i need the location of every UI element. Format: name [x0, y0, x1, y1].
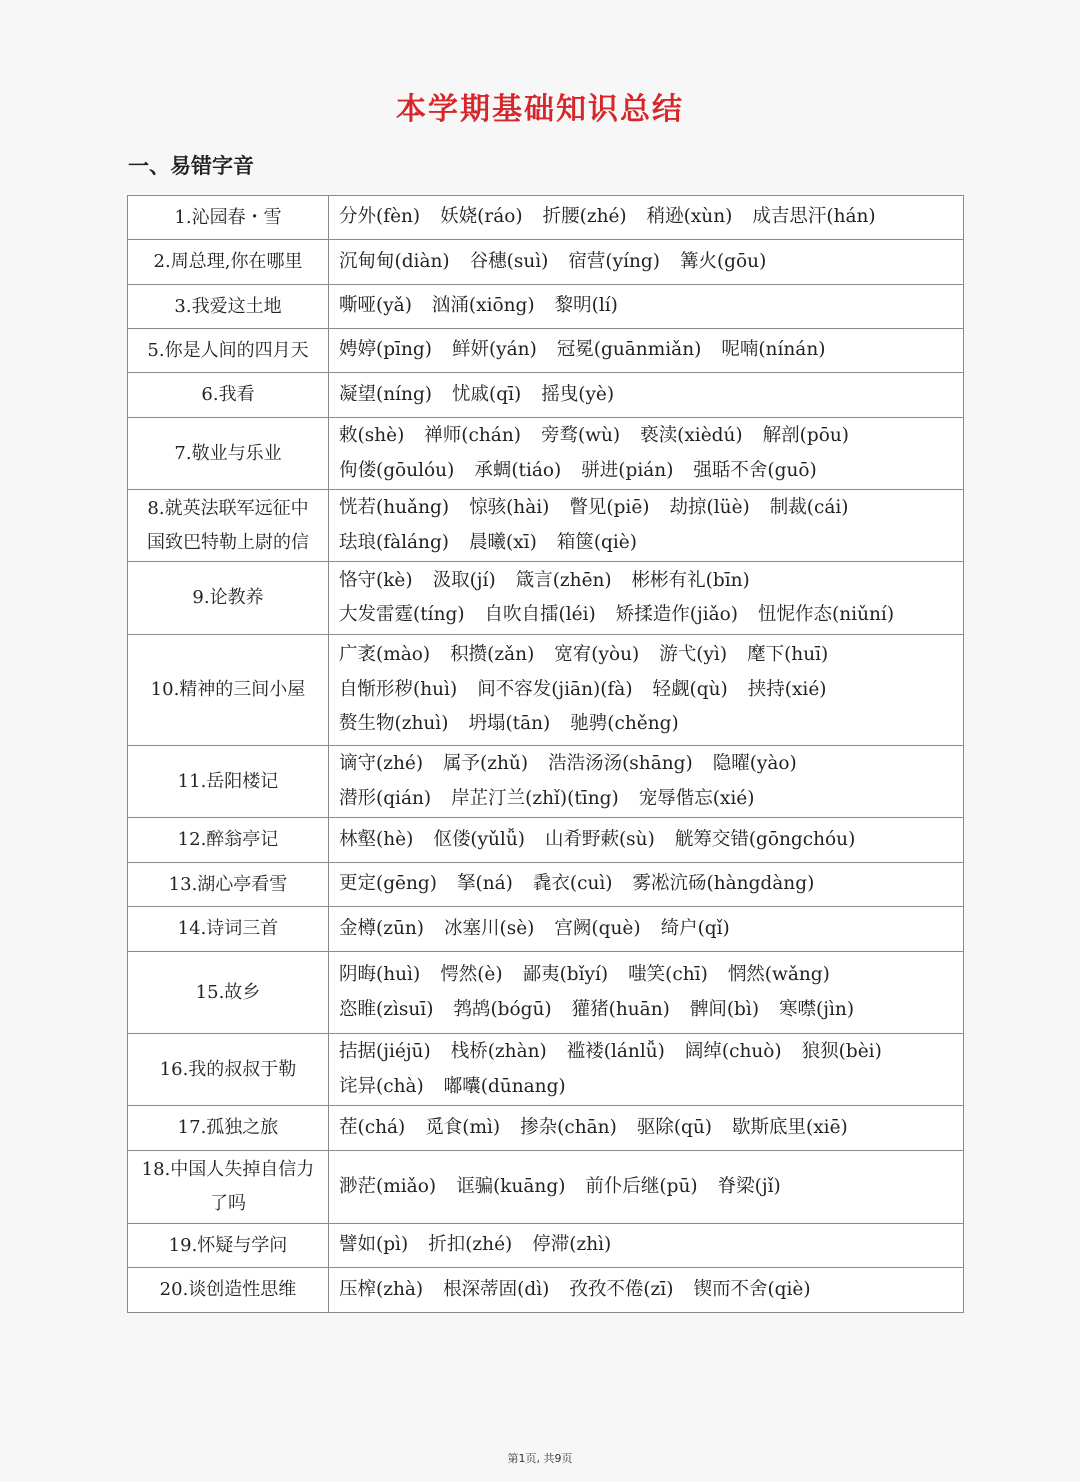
word-item: 分外(fèn): [339, 206, 421, 228]
words-cell: [329, 952, 964, 1034]
word-item: 赘生物(zhuì): [339, 713, 449, 735]
word-item: 汲取(jí): [432, 569, 496, 591]
word-item: 茬(chá): [339, 1116, 406, 1138]
word-item: 箴言(zhēn): [515, 569, 612, 591]
word-item: 承蜩(tiáo): [474, 459, 562, 481]
table-row: [128, 635, 964, 746]
word-item: 林壑(hè): [339, 828, 414, 850]
word-item: 前仆后继(pū): [585, 1175, 698, 1197]
lesson-title-line: 15.故乡: [195, 981, 261, 1003]
word-item: 忸怩作态(niǔní): [758, 604, 895, 625]
word-item: 恍若(huǎng): [339, 497, 450, 518]
word-item: 亵渎(xièdú): [640, 425, 743, 446]
word-item: 狼狈(bèi): [801, 1041, 882, 1062]
lesson-title-line: 8.就英法联军远征中: [147, 497, 309, 519]
word-line: [339, 1035, 953, 1070]
word-item: 鲜妍(yán): [451, 339, 537, 361]
word-line: [339, 1111, 953, 1146]
word-item: 敕(shè): [339, 425, 405, 446]
table-row: [128, 1268, 964, 1313]
word-item: 山肴野蔌(sù): [544, 828, 655, 850]
word-item: 觥筹交错(gōngchóu): [674, 828, 856, 850]
word-item: 拮据(jiéjū): [339, 1041, 431, 1062]
word-item: 嗤笑(chī): [628, 964, 708, 985]
word-item: 谪守(zhé): [339, 753, 424, 774]
word-item: 隐曜(yào): [712, 753, 797, 774]
words-cell: [329, 240, 964, 285]
lesson-title-line: 6.我看: [201, 384, 255, 405]
word-item: 冰塞川(sè): [444, 917, 535, 939]
lesson-title-line: 3.我爱这土地: [174, 295, 282, 317]
table-row: [128, 1151, 964, 1224]
lesson-title-cell: [128, 1224, 329, 1268]
lesson-title-line: 5.你是人间的四月天: [147, 339, 309, 361]
words-cell: [329, 1224, 964, 1268]
word-item: 驰骋(chěng): [570, 713, 679, 735]
lesson-title-cell: [128, 907, 329, 952]
word-item: 折腰(zhé): [542, 206, 627, 228]
table-row: [128, 907, 964, 952]
lesson-title-line: 2.周总理,你在哪里: [153, 251, 303, 272]
lesson-title-cell: [128, 490, 329, 562]
lesson-title-line: 1.沁园春・雪: [174, 206, 282, 228]
word-item: 阴晦(huì): [339, 964, 421, 985]
word-line: [339, 526, 953, 561]
word-item: 岸芷汀兰(zhǐ)(tīng): [451, 787, 619, 809]
word-item: 麾下(huī): [747, 644, 829, 666]
words-cell: [329, 1034, 964, 1106]
table-row: [128, 1106, 964, 1151]
word-item: 鹁鸪(bógū): [453, 998, 552, 1020]
word-item: 宽宥(yòu): [554, 644, 640, 666]
lesson-title-cell: [128, 818, 329, 863]
words-cell: [329, 746, 964, 818]
table-row: [128, 818, 964, 863]
words-cell: [329, 562, 964, 635]
lesson-title-line: 13.湖心亭看雪: [168, 873, 288, 895]
word-line: [339, 782, 953, 817]
word-item: 制裁(cái): [769, 497, 849, 518]
word-line: [339, 1070, 953, 1105]
word-item: 绮户(qǐ): [660, 917, 730, 939]
words-cell: [329, 1151, 964, 1224]
word-line: [339, 1228, 953, 1263]
lesson-title-line: 7.敬业与乐业: [174, 442, 282, 464]
word-line: [339, 673, 953, 708]
word-item: 妖娆(ráo): [440, 206, 523, 228]
lesson-title-cell: [128, 285, 329, 329]
word-item: 忧戚(qī): [452, 383, 522, 405]
word-item: 沉甸甸(diàn): [339, 250, 450, 272]
word-line: [339, 378, 953, 413]
word-item: 惊骇(hài): [469, 497, 550, 518]
table-row: [128, 373, 964, 418]
word-item: 彬彬有礼(bīn): [631, 569, 750, 591]
lesson-title-line: 了吗: [210, 1193, 246, 1214]
lesson-title-cell: [128, 196, 329, 240]
lesson-title-line: 12.醉翁亭记: [177, 829, 279, 850]
table-row: [128, 1224, 964, 1268]
words-cell: [329, 196, 964, 240]
word-item: 寒噤(jìn): [779, 998, 855, 1020]
word-line: [339, 867, 953, 902]
lesson-title-cell: [128, 373, 329, 418]
word-item: 更定(gēng): [339, 873, 437, 895]
page-footer: 第1页, 共9页: [507, 1452, 573, 1465]
word-item: 潜形(qián): [339, 787, 432, 809]
word-item: 游弋(yì): [659, 644, 728, 666]
lesson-title-cell: [128, 1268, 329, 1313]
lesson-title-cell: [128, 418, 329, 490]
word-item: 冠冕(guānmiǎn): [556, 339, 702, 361]
word-item: 恣睢(zìsuī): [339, 998, 434, 1020]
lesson-title-cell: [128, 1034, 329, 1106]
word-item: 珐琅(fàláng): [339, 531, 450, 553]
word-item: 金樽(zūn): [339, 917, 425, 939]
lesson-title-line: 17.孤独之旅: [177, 1117, 279, 1138]
word-item: 挟持(xié): [747, 678, 827, 700]
word-item: 大发雷霆(tíng): [339, 604, 465, 625]
word-item: 驱除(qū): [636, 1116, 713, 1138]
word-item: 瞥见(piē): [569, 497, 650, 518]
table-body: [128, 196, 964, 1313]
word-item: 骈进(pián): [581, 459, 674, 481]
word-item: 矫揉造作(jiǎo): [615, 604, 739, 625]
word-item: 拏(ná): [456, 873, 513, 895]
lesson-title-cell: [128, 240, 329, 285]
word-line: [339, 1273, 953, 1308]
word-item: 宿营(yíng): [568, 250, 660, 272]
lesson-title-cell: [128, 329, 329, 373]
lesson-title-line: 国致巴特勒上尉的信: [147, 531, 309, 553]
word-item: 獾猪(huān): [571, 998, 670, 1020]
word-item: 成吉思汗(hán): [752, 206, 876, 228]
lesson-title-line: 10.精神的三间小屋: [150, 679, 306, 700]
word-item: 停滞(zhì): [532, 1234, 612, 1256]
table-row: [128, 490, 964, 562]
words-cell: [329, 373, 964, 418]
word-item: 解剖(pōu): [762, 425, 849, 446]
word-item: 鄙夷(bǐyí): [522, 964, 609, 985]
table-row: [128, 285, 964, 329]
word-item: 脊梁(jǐ): [717, 1175, 781, 1197]
word-item: 栈桥(zhàn): [450, 1041, 547, 1062]
lesson-title-cell: [128, 952, 329, 1034]
word-line: [339, 912, 953, 947]
word-item: 属予(zhǔ): [443, 753, 529, 774]
word-item: 旁骛(wù): [540, 425, 621, 446]
word-item: 佝偻(gōulóu): [339, 459, 455, 481]
words-cell: [329, 635, 964, 746]
word-item: 强聒不舍(guō): [693, 459, 817, 481]
word-item: 压榨(zhà): [339, 1278, 424, 1300]
word-item: 谷穗(suì): [469, 250, 549, 272]
word-line: [339, 638, 953, 673]
word-item: 稍逊(xùn): [646, 206, 733, 228]
word-item: 凝望(níng): [339, 383, 433, 405]
lesson-title-line: 11.岳阳楼记: [177, 770, 279, 792]
word-item: 折扣(zhé): [428, 1234, 513, 1256]
word-item: 积攒(zǎn): [450, 644, 535, 666]
word-item: 掺杂(chān): [520, 1116, 617, 1138]
page-title: 本学期基础知识总结: [396, 92, 684, 127]
word-item: 黎明(lí): [554, 295, 618, 317]
word-item: 宫阙(què): [554, 917, 641, 939]
lesson-title-line: 14.诗词三首: [177, 918, 279, 939]
lesson-title-cell: [128, 562, 329, 635]
words-cell: [329, 863, 964, 907]
table-row: [128, 418, 964, 490]
section-heading: 一、易错字音: [128, 154, 254, 178]
lesson-title-cell: [128, 1106, 329, 1151]
word-item: 恪守(kè): [339, 569, 413, 591]
word-item: 间不容发(jiān)(fà): [477, 678, 633, 700]
table-row: [128, 562, 964, 635]
word-item: 坍塌(tān): [468, 713, 551, 735]
word-line: [339, 491, 953, 526]
table-row: [128, 329, 964, 373]
word-item: 箱箧(qiè): [556, 531, 637, 553]
words-cell: [329, 818, 964, 863]
words-cell: [329, 907, 964, 952]
word-item: 嘶哑(yǎ): [339, 295, 412, 317]
words-cell: [329, 418, 964, 490]
table-row: [128, 240, 964, 285]
word-line: [339, 993, 953, 1028]
word-item: 轻觑(qù): [652, 678, 728, 700]
word-item: 渺茫(miǎo): [339, 1175, 437, 1197]
table-row: [128, 196, 964, 240]
word-line: [339, 598, 953, 633]
word-item: 诓骗(kuāng): [456, 1175, 566, 1197]
word-item: 髀间(bì): [689, 998, 760, 1020]
word-line: [339, 419, 953, 454]
word-line: [339, 200, 953, 235]
lesson-title-line: 16.我的叔叔于勒: [159, 1058, 297, 1080]
table-row: [128, 1034, 964, 1106]
word-item: 孜孜不倦(zī): [569, 1278, 674, 1300]
lesson-title-line: 20.谈创造性思维: [159, 1279, 297, 1300]
lesson-title-cell: [128, 1151, 329, 1224]
pronunciation-table: [127, 195, 964, 1313]
word-item: 呢喃(nínán): [721, 339, 826, 361]
words-cell: [329, 1106, 964, 1151]
lesson-title-line: 18.中国人失掉自信力: [141, 1159, 315, 1180]
word-item: 雾凇沆砀(hàngdàng): [632, 873, 815, 895]
lesson-title-line: 19.怀疑与学问: [168, 1234, 288, 1256]
words-cell: [329, 1268, 964, 1313]
word-item: 觅食(mì): [425, 1116, 501, 1138]
word-line: [339, 958, 953, 993]
word-line: [339, 564, 953, 599]
table-row: [128, 746, 964, 818]
word-line: [339, 333, 953, 368]
word-item: 褴褛(lánlǚ): [566, 1041, 665, 1062]
word-item: 自吹自擂(léi): [484, 604, 596, 625]
word-item: 锲而不舍(qiè): [693, 1278, 811, 1300]
words-cell: [329, 285, 964, 329]
words-cell: [329, 329, 964, 373]
word-item: 娉婷(pīng): [339, 339, 432, 361]
word-item: 禅师(chán): [424, 425, 521, 446]
word-item: 伛偻(yǔlǚ): [433, 828, 525, 850]
word-line: [339, 1170, 953, 1205]
word-item: 自惭形秽(huì): [339, 678, 458, 700]
word-item: 汹涌(xiōng): [431, 295, 535, 317]
words-cell: [329, 490, 964, 562]
table-row: [128, 952, 964, 1034]
word-item: 歇斯底里(xiē): [732, 1116, 848, 1138]
word-line: [339, 747, 953, 782]
lesson-title-cell: [128, 635, 329, 746]
word-item: 摇曳(yè): [541, 383, 615, 405]
word-line: [339, 289, 953, 324]
word-item: 诧异(chà): [339, 1075, 424, 1097]
word-item: 劫掠(lüè): [669, 497, 750, 518]
word-item: 浩浩汤汤(shāng): [548, 753, 693, 774]
word-item: 篝火(gōu): [679, 250, 767, 272]
word-item: 阔绰(chuò): [684, 1041, 782, 1062]
word-item: 晨曦(xī): [469, 531, 537, 553]
word-item: 根深蒂固(dì): [443, 1278, 550, 1300]
word-line: [339, 245, 953, 280]
word-line: [339, 454, 953, 489]
word-item: 愕然(è): [440, 964, 503, 985]
word-item: 宠辱偕忘(xié): [638, 787, 755, 809]
lesson-title-line: 9.论教养: [192, 587, 264, 608]
word-item: 嘟囔(dūnang): [443, 1075, 566, 1097]
lesson-title-cell: [128, 863, 329, 907]
word-item: 譬如(pì): [339, 1234, 409, 1256]
word-item: 惘然(wǎng): [727, 964, 830, 985]
word-item: 毳衣(cuì): [532, 873, 613, 895]
word-line: [339, 823, 953, 858]
word-line: [339, 707, 953, 742]
word-item: 广袤(mào): [339, 644, 431, 666]
table-row: [128, 863, 964, 907]
lesson-title-cell: [128, 746, 329, 818]
